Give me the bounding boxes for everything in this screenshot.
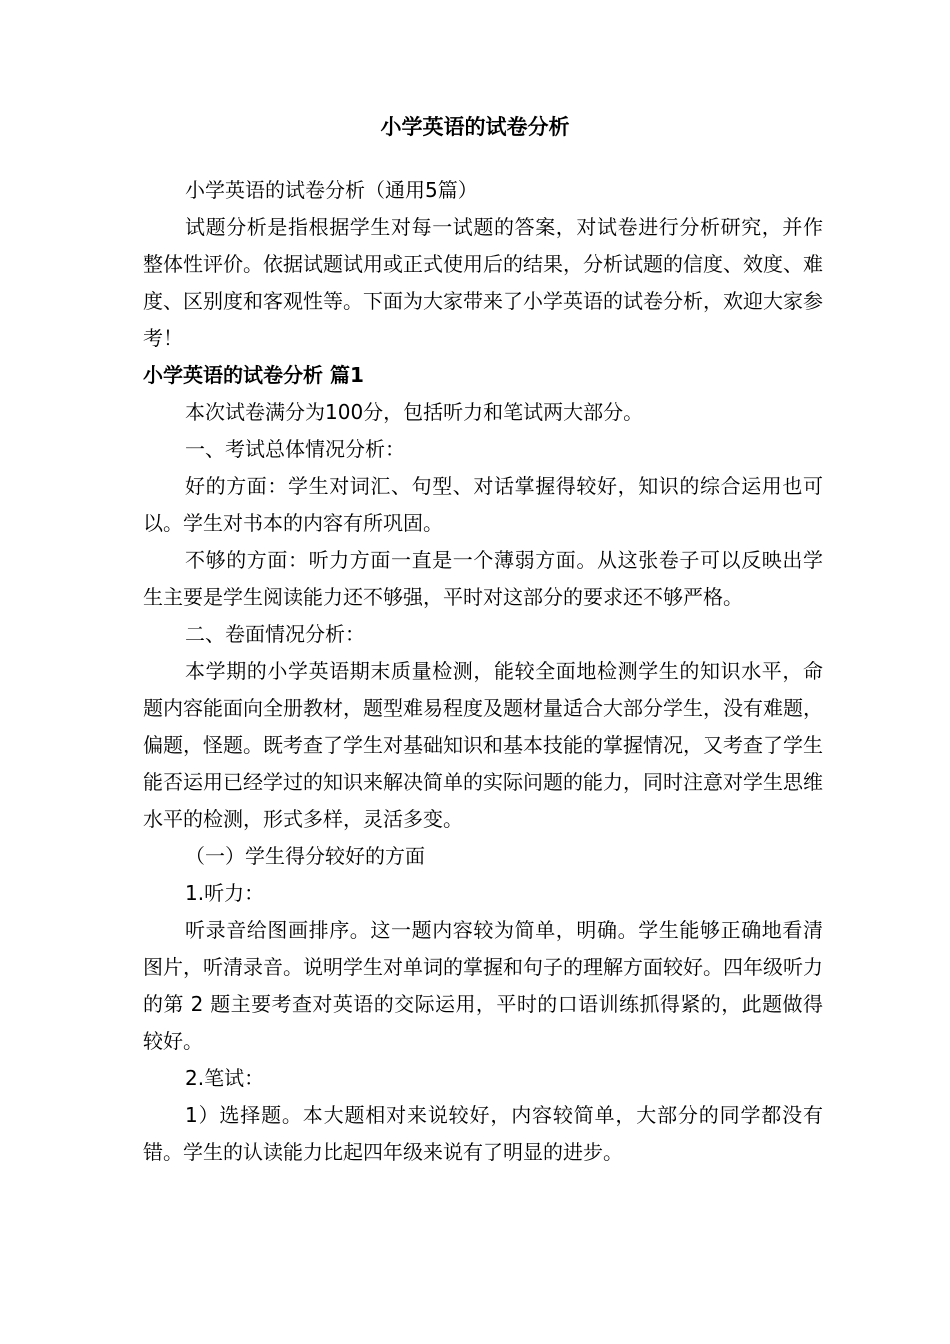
paragraph: 不够的方面：听力方面一直是一个薄弱方面。从这张卷子可以反映出学生主要是学生阅读能力还不够强，平时对这部分的要求还不够严格。 — [143, 548, 823, 609]
paragraph: 1）选择题。本大题相对来说较好，内容较简单，大部分的同学都没有错。学生的认读能力比起四年级来说有了明显的进步。 — [143, 1103, 823, 1164]
paragraph: 好的方面：学生对词汇、句型、对话掌握得较好，知识的综合运用也可以。学生对书本的内容有所巩固。 — [143, 474, 823, 535]
paragraph: 一、考试总体情况分析： — [185, 437, 405, 461]
paragraph: （一）学生得分较好的方面 — [185, 844, 425, 868]
paragraph: 本次试卷满分为100分，包括听力和笔试两大部分。 — [185, 400, 644, 424]
document-body — [143, 172, 823, 1171]
paragraph: 二、卷面情况分析： — [185, 622, 365, 646]
paragraph: 本学期的小学英语期末质量检测，能较全面地检测学生的知识水平，命题内容能面向全册教材，题型难易程度及题材量适合大部分学生，没有难题，偏题，怪题。既考查了学生对基础知识和基本技能的掌握情况，又考查了学生能否运用已经学过的知识来解决简单的实际问题的能力，同时注意对学生思维水平的检测，形式多样，灵活多变。 — [143, 659, 823, 831]
paragraph: 1.听力： — [185, 881, 265, 905]
paragraph: 2.笔试： — [185, 1066, 265, 1090]
section-heading: 小学英语的试卷分析 篇1 — [143, 363, 364, 387]
document-title: 小学英语的试卷分析 — [380, 115, 570, 139]
subtitle-paragraph: 小学英语的试卷分析（通用5篇） — [185, 178, 478, 202]
paragraph: 听录音给图画排序。这一题内容较为简单，明确。学生能够正确地看清图片，听清录音。说明学生对单词的掌握和句子的理解方面较好。四年级听力的第 2 题主要考查对英语的交际运用，平时的口语训练抓得紧的，此题做得较好。 — [143, 918, 823, 1053]
intro-paragraph: 试题分析是指根据学生对每一试题的答案，对试卷进行分析研究，并作整体性评价。依据试题试用或正式使用后的结果，分析试题的信度、效度、难度、区别度和客观性等。下面为大家带来了小学英语的试卷分析，欢迎大家参考！ — [143, 215, 823, 350]
